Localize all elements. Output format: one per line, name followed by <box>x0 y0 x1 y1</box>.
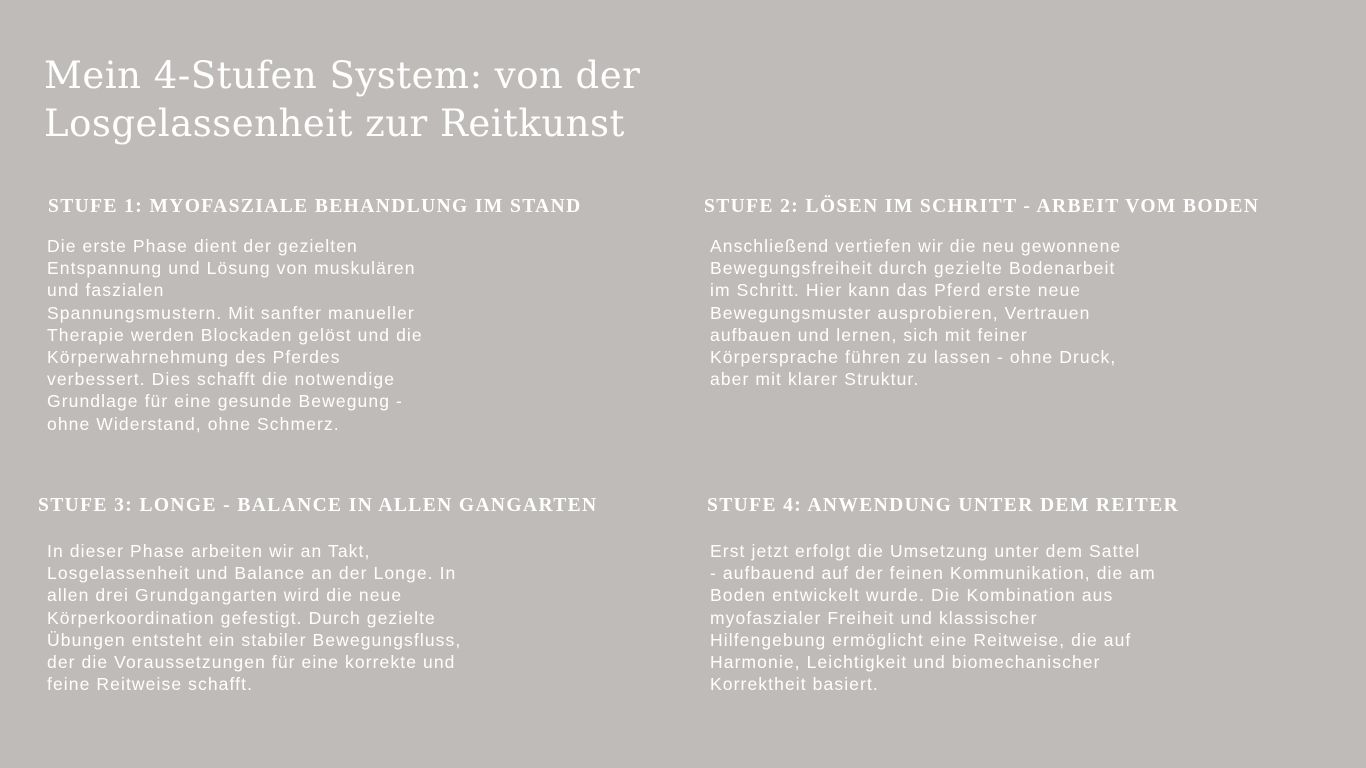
text-line: Übungen entsteht ein stabiler Bewegungsfluss, <box>47 629 462 650</box>
text-line: Bewegungsfreiheit durch gezielte Bodenarbeit <box>710 258 1116 279</box>
text-line: Spannungsmustern. Mit sanfter manueller <box>47 302 415 323</box>
text-line: feine Reitweise schafft. <box>47 674 254 695</box>
text-line: Körperkoordination gefestigt. Durch gezielte <box>47 607 436 628</box>
step-3-description <box>47 540 461 695</box>
step-3-heading: STUFE 3: LONGE - BALANCE IN ALLEN GANGARTEN <box>38 495 598 516</box>
text-line: Körpersprache führen zu lassen - ohne Druck, <box>710 347 1117 368</box>
step-1-heading: STUFE 1: MYOFASZIALE BEHANDLUNG IM STAND <box>48 196 582 217</box>
text-line: Erst jetzt erfolgt die Umsetzung unter dem Sattel <box>710 541 1141 561</box>
text-line: allen drei Grundgangarten wird die neue <box>47 585 403 606</box>
text-line: verbessert. Dies schafft die notwendige <box>47 369 396 390</box>
text-line: aber mit klarer Struktur. <box>710 369 920 390</box>
text-line: Therapie werden Blockaden gelöst und die <box>47 324 423 345</box>
text-line: ohne Widerstand, ohne Schmerz. <box>47 413 340 434</box>
text-line: Harmonie, Leichtigkeit und biomechanischer <box>710 652 1101 673</box>
text-line: Korrektheit basiert. <box>710 674 879 695</box>
step-2-heading: STUFE 2: LÖSEN IM SCHRITT - ARBEIT VOM BODEN <box>704 196 1260 217</box>
step-2-description <box>710 235 1121 390</box>
text-line: Bewegungsmuster ausprobieren, Vertrauen <box>710 302 1091 323</box>
text-line: Anschließend vertiefen wir die neu gewonnene <box>710 236 1122 256</box>
text-line: Boden entwickelt wurde. Die Kombination aus <box>710 585 1114 606</box>
step-1-description <box>47 235 423 435</box>
text-line: myofaszialer Freiheit und klassischer <box>710 607 1038 628</box>
text-line: Körperwahrnehmung des Pferdes <box>47 347 341 368</box>
text-line: Hilfengebung ermöglicht eine Reitweise, die auf <box>710 629 1132 650</box>
step-4-heading: STUFE 4: ANWENDUNG UNTER DEM REITER <box>707 495 1180 516</box>
page-title-line-2: Losgelassenheit zur Reitkunst <box>44 102 625 145</box>
text-line: und faszialen <box>47 280 165 301</box>
text-line: Grundlage für eine gesunde Bewegung - <box>47 391 403 412</box>
text-line: im Schritt. Hier kann das Pferd erste neue <box>710 280 1082 301</box>
text-line: Entspannung und Lösung von muskulären <box>47 258 416 279</box>
step-4-description <box>710 540 1156 695</box>
text-line: - aufbauend auf der feinen Kommunikation, die am <box>710 563 1156 584</box>
text-line: aufbauen und lernen, sich mit feiner <box>710 324 1028 345</box>
page-title-line-1: Mein 4-Stufen System: von der <box>44 54 641 97</box>
text-line: Die erste Phase dient der gezielten <box>47 236 358 256</box>
page-title <box>44 52 744 148</box>
text-line: der die Voraussetzungen für eine korrekte und <box>47 652 456 673</box>
text-line: Losgelassenheit und Balance an der Longe. In <box>47 563 457 584</box>
text-line: In dieser Phase arbeiten wir an Takt, <box>47 541 371 561</box>
